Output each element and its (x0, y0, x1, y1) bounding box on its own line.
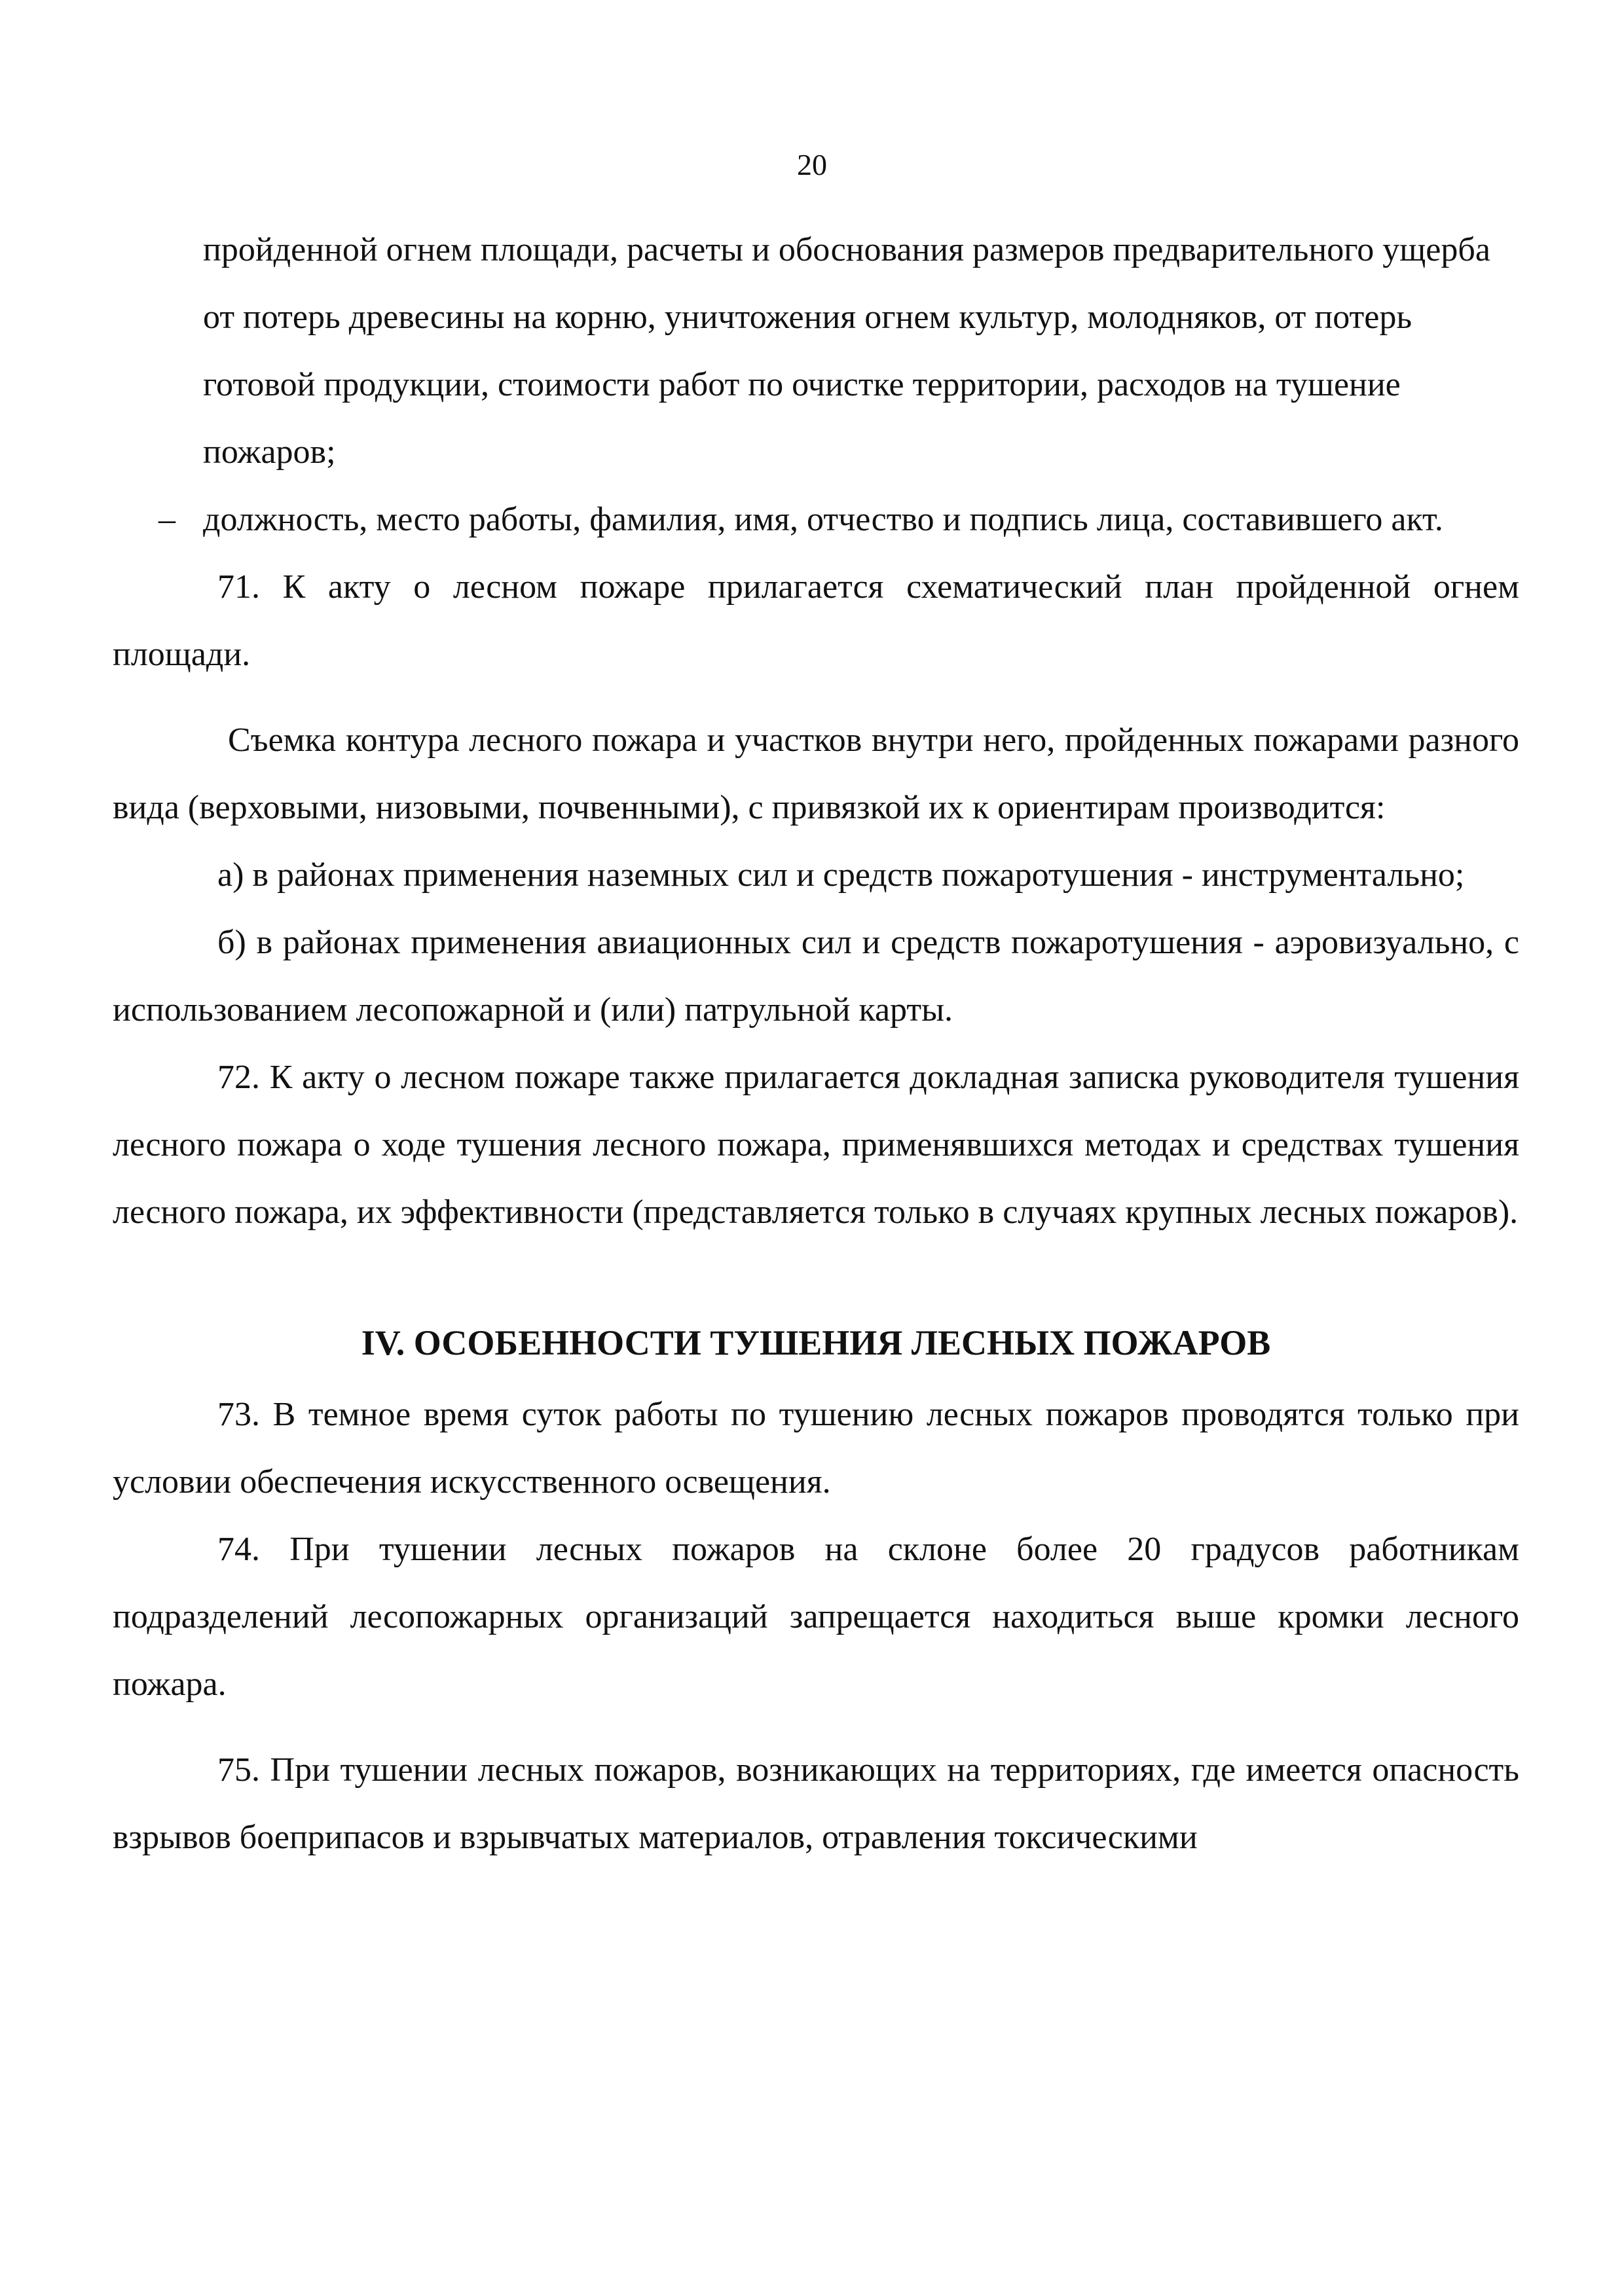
paragraph-75: 75. При тушении лесных пожаров, возникающих на территориях, где имеется опасность взрывов боеприпасов и взрывчатых материалов, отравления токсическими (113, 1751, 1519, 1856)
list-item-text: должность, место работы, фамилия, имя, отчество и подпись лица, составившего акт. (203, 501, 1443, 538)
continued-paragraph: пройденной огнем площади, расчеты и обоснования размеров предварительного ущерба от потерь древесины на корню, уничтожения огнем культур, молодняков, от потерь готовой продукции, стоимости работ по очистке территории, расходов на тушение пожаров; (203, 231, 1490, 471)
paragraph-73: 73. В темное время суток работы по тушению лесных пожаров проводятся только при условии обеспечения искусственного освещения. (113, 1396, 1519, 1501)
paragraph-71: 71. К акту о лесном пожаре прилагается схематический план пройденной огнем площади. (113, 568, 1519, 673)
paragraph-72: 72. К акту о лесном пожаре также прилагается докладная записка руководителя тушения лесного пожара о ходе тушения лесного пожара, применявшихся методах и средствах тушения лесного пожара, их эффективности (представляется только в случаях крупных лесных пожаров). (113, 1059, 1519, 1231)
section-heading: IV. ОСОБЕННОСТИ ТУШЕНИЯ ЛЕСНЫХ ПОЖАРОВ (361, 1323, 1271, 1362)
dash-marker: – (158, 501, 175, 538)
item-b: б) в районах применения авиационных сил и средств пожаротушения - аэровизуально, с использованием лесопожарной и (или) патрульной карты. (113, 924, 1519, 1029)
paragraph-74: 74. При тушении лесных пожаров на склоне более 20 градусов работникам подразделений лесопожарных организаций запрещается находиться выше кромки лесного пожара. (113, 1531, 1519, 1703)
list-item (113, 486, 1519, 553)
paragraph-survey: Съемка контура лесного пожара и участков внутри него, пройденных пожарами разного вида (верховыми, низовыми, почвенными), с привязкой их к ориентирам производится: (113, 721, 1519, 826)
document-body (113, 216, 1519, 1871)
page-number: 20 (797, 148, 827, 181)
item-a: а) в районах применения наземных сил и средств пожаротушения - инструментально; (217, 856, 1465, 894)
